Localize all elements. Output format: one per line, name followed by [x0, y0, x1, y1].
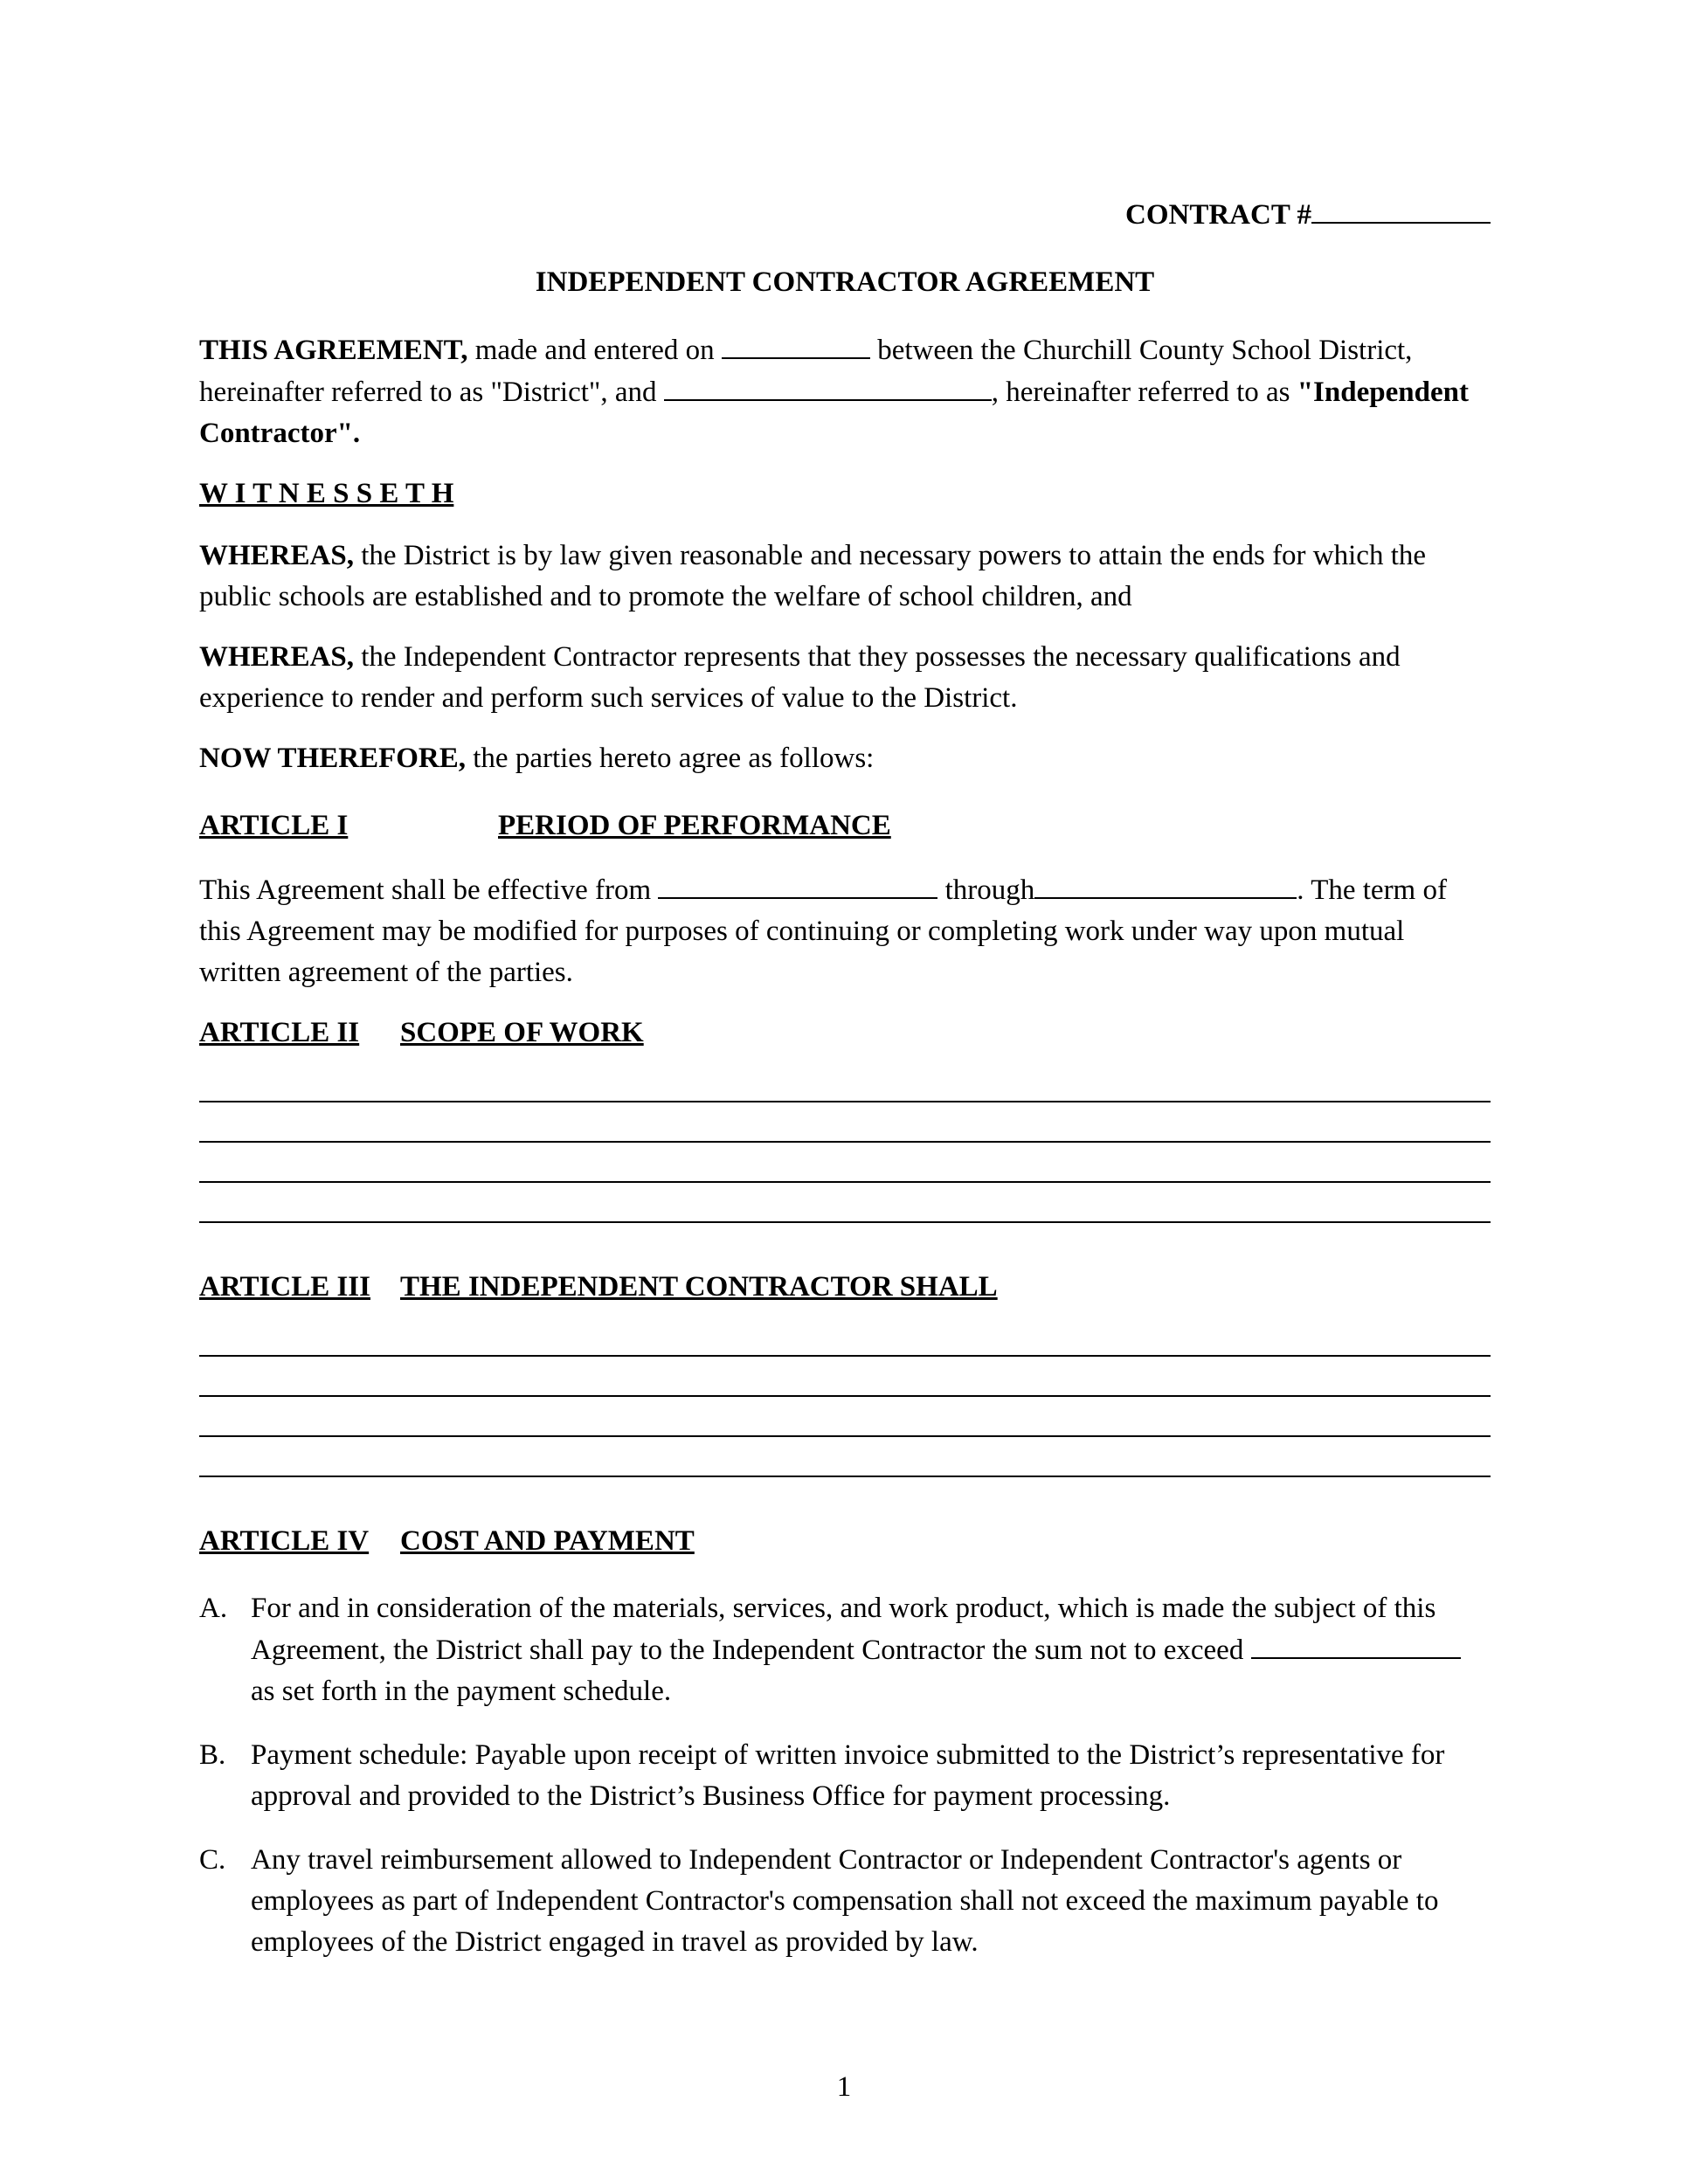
text-run: "Independent Contractor".: [199, 377, 1469, 449]
scope-of-work-lines: [199, 1062, 1491, 1223]
article-2-heading: [199, 1013, 1491, 1054]
article-1-heading: [199, 805, 1491, 847]
text-run: . The term of this Agreement may be modified for purposes of continuing or completing work under way upon mutual written agreement of the parties.: [199, 874, 1447, 988]
article-2-number: ARTICLE II: [199, 1017, 360, 1048]
through-blank: [1034, 869, 1297, 899]
fill-in-line: [199, 1102, 1491, 1143]
intro-paragraph: [199, 329, 1491, 454]
date-blank: [722, 329, 870, 359]
fill-in-line: [199, 1183, 1491, 1223]
cost-item-a-text: [251, 1588, 1491, 1712]
contract-number-line: [199, 194, 1491, 236]
text-run: THIS AGREEMENT,: [199, 335, 468, 366]
fill-in-line: [199, 1317, 1491, 1357]
list-marker-a: A.: [199, 1593, 228, 1624]
text-run: through: [937, 874, 1035, 906]
text-run: as set forth in the payment schedule.: [251, 1676, 672, 1707]
fill-in-line: [199, 1357, 1491, 1397]
fill-in-line: [199, 1143, 1491, 1183]
cost-item-c-text: Any travel reimbursement allowed to Independent Contractor or Independent Contractor's agents or employees as part of Independent Contractor's compensation shall not exceed the maximum payable to employees of the District engaged in travel as provided by law.: [251, 1844, 1439, 1958]
document-title: INDEPENDENT CONTRACTOR AGREEMENT: [535, 266, 1155, 298]
article-4-heading: [199, 1521, 1491, 1562]
article-3-title: THE INDEPENDENT CONTRACTOR SHALL: [400, 1271, 998, 1303]
page-number: 1: [836, 2071, 852, 2103]
article-3-number: ARTICLE III: [199, 1271, 370, 1303]
effective-from-blank: [658, 869, 937, 899]
text-run: the parties hereto agree as follows:: [466, 743, 875, 774]
fill-in-line: [199, 1062, 1491, 1102]
cost-item-b-text: Payment schedule: Payable upon receipt of written invoice submitted to the District’s representative for approval and provided to the District’s Business Office for payment processing.: [251, 1739, 1445, 1812]
whereas-paragraph-2: [199, 637, 1491, 719]
article-4-number: ARTICLE IV: [199, 1525, 370, 1557]
cost-item-b: [199, 1735, 1491, 1817]
fill-in-line: [199, 1437, 1491, 1477]
amount-blank: [1251, 1629, 1461, 1659]
article-3-heading: [199, 1267, 1491, 1308]
text-run: the District is by law given reasonable and necessary powers to attain the ends for which the public schools are established and to promote the welfare of school children, and: [199, 540, 1427, 612]
text-run: between the Churchill County School District, hereinafter referred to as "District", and: [199, 335, 1413, 408]
text-run: NOW THEREFORE,: [199, 743, 467, 774]
now-therefore-paragraph: [199, 738, 1491, 779]
text-run: the Independent Contractor represents that they possesses the necessary qualifications and experience to render and perform such services of value to the District.: [199, 641, 1401, 714]
whereas-paragraph-1: [199, 536, 1491, 618]
witnesseth-heading: W I T N E S S E T H: [199, 478, 454, 509]
text-run: made and entered on: [467, 335, 722, 366]
contractor-shall-lines: [199, 1317, 1491, 1477]
article-1-title: PERIOD OF PERFORMANCE: [498, 810, 891, 841]
text-run: , hereinafter referred to as: [991, 377, 1297, 408]
contract-number-blank: [1311, 194, 1491, 224]
period-paragraph: [199, 869, 1491, 993]
fill-in-line: [199, 1397, 1491, 1437]
contract-number-label: CONTRACT #: [1124, 199, 1311, 231]
text-run: For and in consideration of the materials, services, and work product, which is made the subject of this Agreement, the District shall pay to the Independent Contractor the sum not to exceed: [251, 1593, 1436, 1666]
article-1-number: ARTICLE I: [199, 810, 349, 841]
cost-item-a: [199, 1588, 1491, 1712]
article-2-title: SCOPE OF WORK: [400, 1017, 644, 1048]
cost-item-c: [199, 1840, 1491, 1963]
text-run: WHEREAS,: [199, 540, 354, 571]
article-4-title: COST AND PAYMENT: [400, 1525, 695, 1557]
list-marker-b: B.: [199, 1739, 226, 1771]
list-marker-c: C.: [199, 1844, 226, 1876]
contractor-name-blank: [664, 371, 992, 401]
text-run: This Agreement shall be effective from: [199, 874, 659, 906]
text-run: WHEREAS,: [199, 641, 354, 673]
